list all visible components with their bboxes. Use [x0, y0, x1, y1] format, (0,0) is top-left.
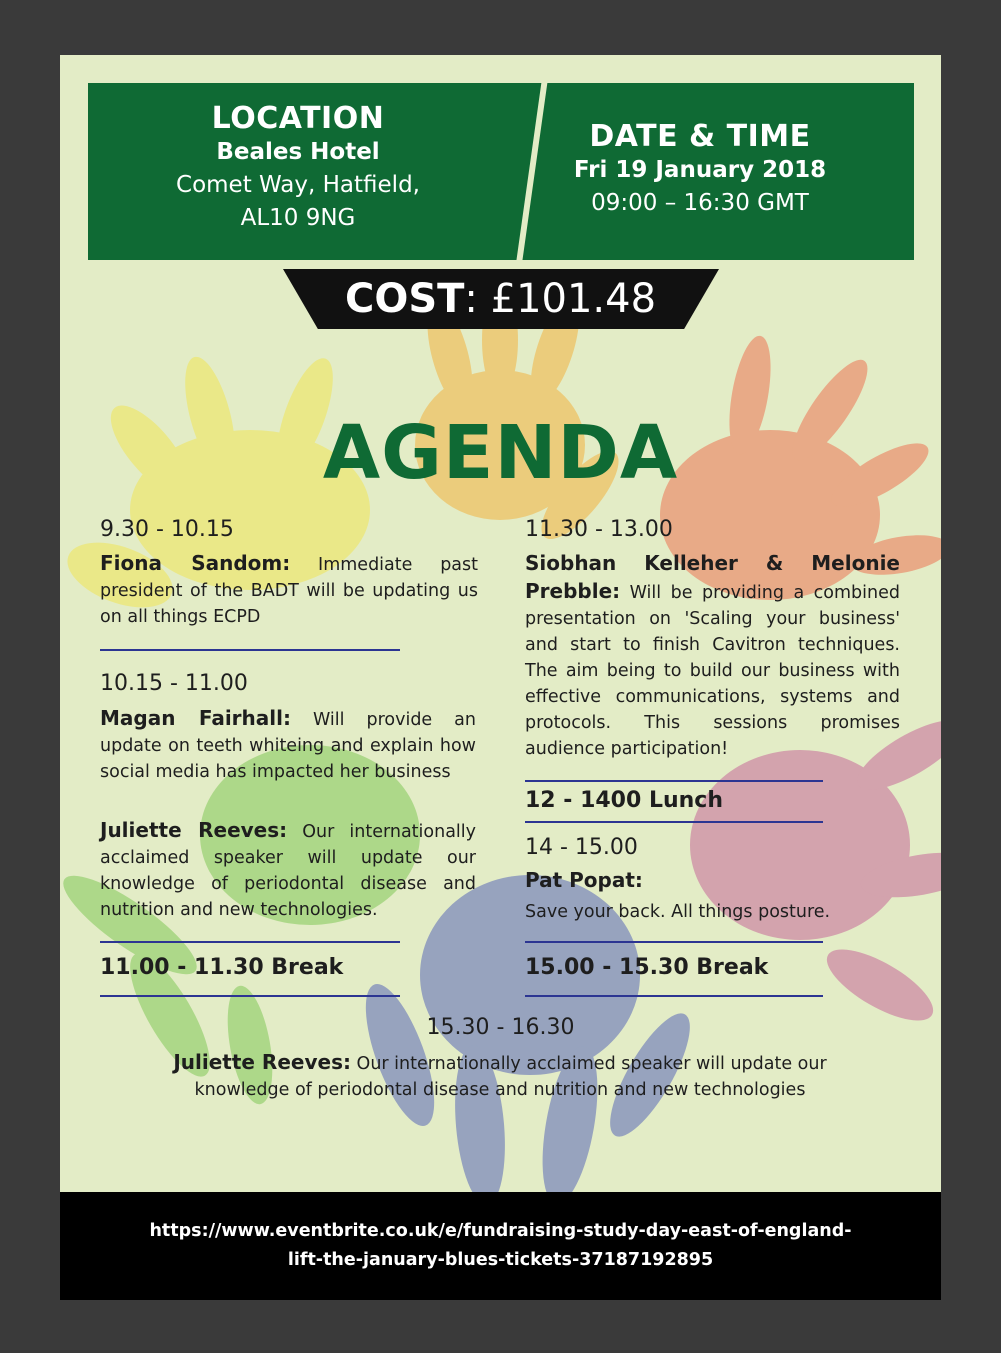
url-line-1: https://www.eventbrite.co.uk/e/fundraising-study-day-east-of-england-	[149, 1221, 852, 1241]
speaker-name: Juliette Reeves:	[173, 1050, 351, 1074]
speaker-name: Magan Fairhall:	[100, 706, 291, 730]
cost-text	[60, 269, 941, 329]
datetime-block	[520, 119, 880, 220]
break-label: 11.00 - 11.30 Break	[100, 955, 344, 980]
divider	[525, 941, 823, 943]
session-text: Save your back. All things posture.	[525, 902, 831, 922]
venue-name: Beales Hotel	[216, 139, 380, 165]
divider	[100, 995, 400, 997]
divider	[525, 995, 823, 997]
speaker-name: Siobhan Kelleher & Melonie Prebble:	[525, 551, 900, 603]
divider	[525, 821, 823, 823]
session-description	[100, 550, 478, 630]
event-url[interactable]	[60, 1192, 941, 1275]
session-text: Will provide an update on teeth whiteing and explain how social media has impacted her business	[100, 710, 476, 782]
break-label: 15.00 - 15.30 Break	[525, 955, 769, 980]
location-heading: LOCATION	[211, 101, 385, 136]
session-speaker-line	[525, 867, 900, 895]
session-time: 14 - 15.00	[525, 835, 638, 860]
session-description	[100, 705, 476, 785]
speaker-name: Fiona Sandom:	[100, 551, 291, 575]
session-time: 10.15 - 11.00	[100, 671, 248, 696]
event-date: Fri 19 January 2018	[573, 157, 827, 183]
divider	[100, 941, 400, 943]
speaker-name: Juliette Reeves:	[100, 818, 288, 842]
session-text: Will be providing a combined presentation on 'Scaling your business' and start to finish Cavitron techniques. The aim being to build our business with effective communications, systems and protocols. This sessions promises audience participation!	[525, 583, 900, 759]
session-text: Immediate past president of the BADT will be updating us on all things ECPD	[100, 555, 478, 627]
divider	[525, 780, 823, 782]
speaker-name: Pat Popat:	[525, 868, 643, 892]
session-time: 11.30 - 13.00	[525, 517, 673, 542]
cost-value: : £101.48	[464, 276, 657, 322]
url-line-2: lift-the-january-blues-tickets-37187192895	[287, 1250, 714, 1270]
divider	[100, 649, 400, 651]
lunch-label: 12 - 1400 Lunch	[525, 788, 723, 813]
venue-postcode: AL10 9NG	[240, 205, 356, 231]
session-description	[100, 817, 476, 923]
agenda-title: AGENDA	[322, 410, 679, 496]
session-text: Our internationally acclaimed speaker will update our knowledge of periodontal disease and nutrition and new technologies.	[100, 822, 476, 920]
session-time: 9.30 - 10.15	[100, 517, 234, 542]
session-description	[525, 550, 900, 762]
session-text: Our internationally acclaimed speaker will update our knowledge of periodontal disease and nutrition and new technologies	[194, 1054, 827, 1100]
cost-label: COST	[344, 276, 465, 322]
event-time: 09:00 – 16:30 GMT	[591, 190, 809, 216]
datetime-heading: DATE & TIME	[589, 119, 811, 154]
venue-street: Comet Way, Hatfield,	[176, 172, 420, 198]
session-description	[150, 1049, 850, 1103]
footer-bar	[60, 1192, 941, 1300]
location-block	[88, 101, 508, 235]
event-poster	[60, 55, 941, 1300]
session-time: 15.30 - 16.30	[426, 1015, 575, 1040]
